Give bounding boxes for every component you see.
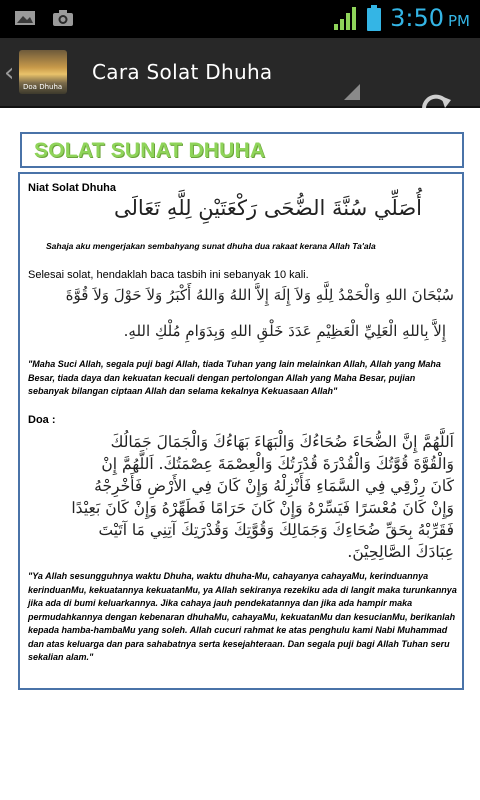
action-bar [0, 38, 480, 108]
doa-arabic-line: اَللَّهُمَّ إِنَّ الضُّحَاءَ ضُحَاءُكَ وَالْبَهَاءَ بَهَاءُكَ وَالْجَمَالَ جَمَالُكَ [110, 433, 454, 451]
doa-arabic-line: وَإِنْ كَانَ مُعْسَرًا فَيَسِّرْهُ وَإِنْ كَانَ حَرَامًا فَطَهِّرْهُ وَإِنْ كَانَ بَعِيْدًا [71, 499, 454, 517]
tasbih-arabic-line: سُبْحَانَ اللهِ وَالْحَمْدُ لِلَّهِ وَلاَ إِلَهَ إِلاَّ اللهُ وَاللهُ أَكْبَرُ وَلاَ حَوْلَ وَلاَ قُوَّةَ [65, 286, 454, 304]
spinner-indicator-icon [344, 84, 360, 100]
section-heading: SOLAT SUNAT DHUHA [34, 139, 266, 162]
content-area [0, 108, 480, 800]
notification-icons [14, 9, 74, 27]
clock: 3:50 PM [390, 4, 470, 32]
app-icon-label: Doa Dhuha [23, 83, 63, 91]
gallery-icon [14, 9, 36, 27]
battery-icon [366, 5, 382, 31]
camera-icon [52, 9, 74, 27]
niat-arabic: أُصَلِّي سُنَّةَ الضُّحَى رَكْعَتَيْنِ لِلَّهِ تَعَالَى [113, 196, 422, 220]
niat-title: Niat Solat Dhuha [28, 182, 117, 194]
doa-arabic-line: عِبَادَكَ الصَّالِحِيْنَ. [347, 543, 454, 561]
app-icon[interactable] [19, 50, 67, 94]
tasbih-instruction: Selesai solat, hendaklah baca tasbih ini sebanyak 10 kali. [28, 269, 309, 281]
up-caret-icon[interactable]: ‹ [4, 58, 15, 88]
page-title: Cara Solat Dhuha [92, 60, 273, 84]
doa-arabic-line: كَانَ رِزْقِي فِي السَّمَاءِ فَأَنْزِلْهُ وَإِنْ كَانَ فِي الأَرْضِ فَأَخْرِجْهُ [94, 477, 454, 495]
doa-arabic-line: فَقَرِّبْهُ بِحَقِّ ضُحَاءِكَ وَجَمَالِكَ وَقُوَّتِكَ وَقُدْرَتِكَ آتِنِي مَا آتَيْتَ [98, 521, 454, 539]
main-content-box [18, 172, 464, 690]
doa-arabic-line: وَالْقُوَّةَ قُوَّتُكَ وَالْقُدْرَةَ قُدْرَتُكَ وَالْعِصْمَةَ عِصْمَتُكَ. اَللَّهُمَّ إِنْ [101, 455, 454, 473]
doa-translation: "Ya Allah sesungguhnya waktu Dhuha, waktu dhuha-Mu, cahayanya cahayaMu, kerinduannya kerinduanMu, kekuatannya kekuatanMu, ya Allah sekiranya rezekiku ada di langit maka turunkannya jika ada di bumi keluarkannya. Jika cahaya jauh pendekatannya dan jika ada hampir maka permudahkannya dengan kebenaran dhuhaMu, cahayaMu, kekuatanMu dan kesucianMu, berikanlah kepada hamba-hambaMu yang soleh. Allah cucuri rahmat ke atas penghulu kami Nabi Muhammad dan atas keluarga dan para sahabatnya serta kesejahteraan. Dan segala puji bagi Allah Tuhan seru sekalian alam." [28, 571, 457, 662]
tasbih-translation: "Maha Suci Allah, segala puji bagi Allah, tiada Tuhan yang lain melainkan Allah, Allah yang Maha Besar, tiada daya dan kekuatan kecuali dengan pertolongan Allah yang Maha Besar, pujian sebanyak bilangan ciptaan Allah dan selama kekalnya Kekuasaan Allah" [28, 359, 441, 396]
status-bar [0, 0, 480, 38]
system-icons [332, 4, 470, 32]
tasbih-arabic-line: إِلاَّ بِاللهِ الْعَلِيِّ الْعَظِيْمِ عَدَدَ خَلْقِ اللهِ وَبِدَوَامِ مُلْكِ اللهِ. [123, 322, 446, 340]
niat-translation: Sahaja aku mengerjakan sembahyang sunat dhuha dua rakaat kerana Allah Ta'ala [46, 241, 376, 251]
heading-box [20, 132, 464, 168]
signal-icon [332, 6, 358, 30]
doa-title: Doa : [28, 414, 56, 426]
